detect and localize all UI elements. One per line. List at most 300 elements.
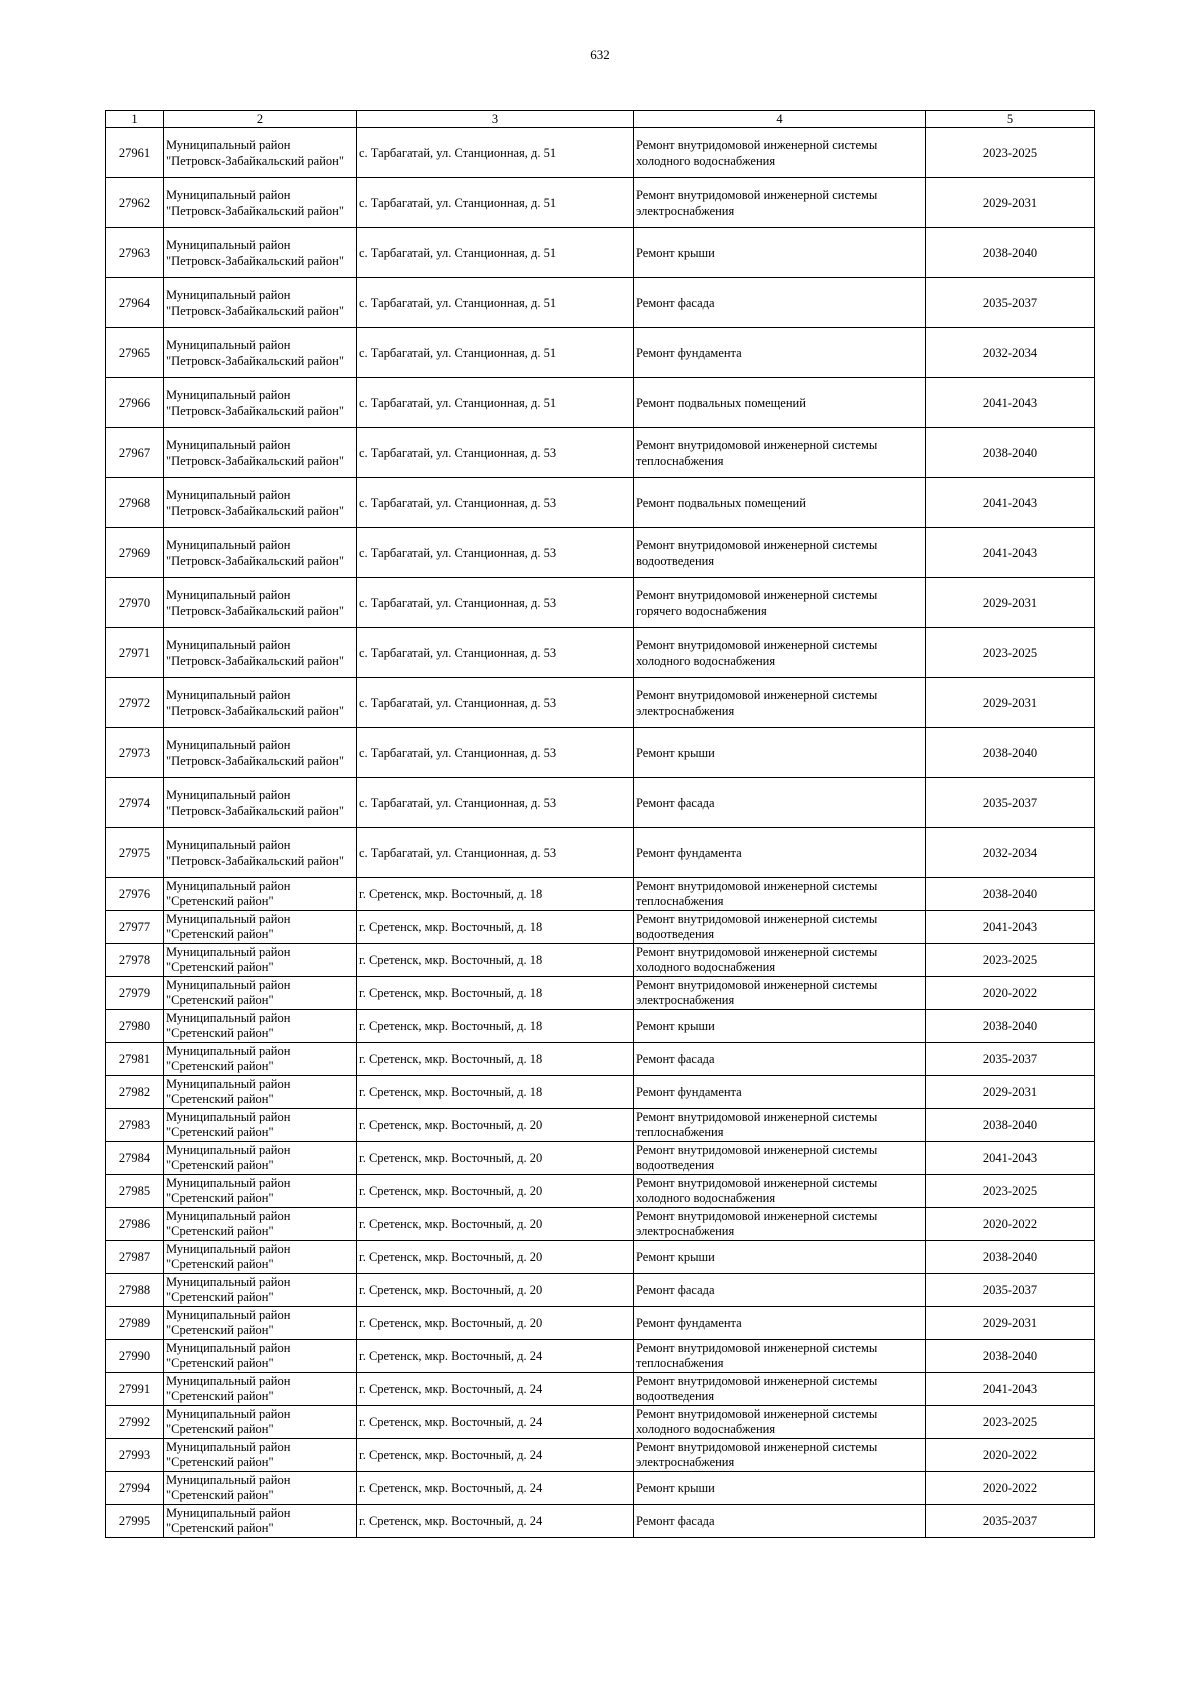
municipality-line: "Петровск-Забайкальский район" [166,153,344,168]
cell-period: 2029-2031 [926,578,1095,628]
cell-work-type [634,1142,926,1175]
table-row [106,778,1095,828]
cell-address: с. Тарбагатай, ул. Станционная, д. 53 [357,628,634,678]
cell-work-type [634,128,926,178]
cell-period: 2038-2040 [926,728,1095,778]
cell-number: 27971 [106,628,164,678]
table-row [106,1274,1095,1307]
cell-period: 2020-2022 [926,1208,1095,1241]
work-type-line: электроснабжения [636,1455,735,1469]
table-row [106,1010,1095,1043]
municipality-line: "Петровск-Забайкальский район" [166,653,344,668]
cell-address: с. Тарбагатай, ул. Станционная, д. 51 [357,278,634,328]
cell-number: 27966 [106,378,164,428]
page-number: 632 [590,47,610,62]
table-row [106,278,1095,328]
cell-period: 2041-2043 [926,378,1095,428]
municipality-line: Муниципальный район [166,912,291,926]
cell-period: 2029-2031 [926,1307,1095,1340]
cell-number: 27961 [106,128,164,178]
cell-period: 2020-2022 [926,1439,1095,1472]
cell-work-type [634,977,926,1010]
work-type-line: Ремонт внутридомовой инженерной системы [636,978,878,992]
table-row [106,1241,1095,1274]
municipality-line: "Сретенский район" [166,1224,274,1238]
work-type-line: Ремонт внутридомовой инженерной системы [636,1407,878,1421]
cell-municipality [164,828,357,878]
table-row [106,1439,1095,1472]
cell-work-type [634,528,926,578]
work-type-line: холодного водоснабжения [636,960,776,974]
cell-number: 27973 [106,728,164,778]
header-row [106,111,1095,128]
municipality-line: "Сретенский район" [166,927,274,941]
municipality-line: Муниципальный район [166,1176,291,1190]
municipality-line: Муниципальный район [166,978,291,992]
table-row [106,944,1095,977]
cell-address: г. Сретенск, мкр. Восточный, д. 18 [357,977,634,1010]
municipality-line: Муниципальный район [166,1242,291,1256]
cell-number: 27989 [106,1307,164,1340]
cell-period: 2029-2031 [926,178,1095,228]
municipality-line: Муниципальный район [166,1044,291,1058]
work-type-line: Ремонт внутридомовой инженерной системы [636,587,878,602]
cell-municipality [164,178,357,228]
cell-period: 2035-2037 [926,1043,1095,1076]
column-header-5: 5 [926,111,1095,128]
municipality-line: "Сретенский район" [166,1488,274,1502]
cell-number: 27979 [106,977,164,1010]
work-type-line: Ремонт фасада [636,1513,715,1528]
cell-number: 27974 [106,778,164,828]
table-row [106,1076,1095,1109]
cell-address: с. Тарбагатай, ул. Станционная, д. 53 [357,678,634,728]
cell-work-type [634,1043,926,1076]
municipality-line: "Сретенский район" [166,1356,274,1370]
cell-municipality [164,278,357,328]
municipality-line: "Сретенский район" [166,1455,274,1469]
cell-number: 27978 [106,944,164,977]
cell-period: 2038-2040 [926,878,1095,911]
cell-period: 2038-2040 [926,1010,1095,1043]
work-type-line: Ремонт внутридомовой инженерной системы [636,912,878,926]
work-type-line: Ремонт внутридомовой инженерной системы [636,187,878,202]
table-row [106,828,1095,878]
municipality-line: Муниципальный район [166,1374,291,1388]
work-type-line: Ремонт внутридомовой инженерной системы [636,137,878,152]
cell-municipality [164,944,357,977]
cell-work-type [634,428,926,478]
cell-number: 27970 [106,578,164,628]
cell-address: г. Сретенск, мкр. Восточный, д. 24 [357,1373,634,1406]
municipality-line: "Сретенский район" [166,1092,274,1106]
table-header [106,111,1095,128]
cell-number: 27993 [106,1439,164,1472]
municipality-line: Муниципальный район [166,1341,291,1355]
cell-work-type [634,1109,926,1142]
cell-address: с. Тарбагатай, ул. Станционная, д. 53 [357,828,634,878]
cell-address: г. Сретенск, мкр. Восточный, д. 18 [357,944,634,977]
cell-address: г. Сретенск, мкр. Восточный, д. 20 [357,1175,634,1208]
cell-municipality [164,728,357,778]
work-type-line: теплоснабжения [636,1125,724,1139]
cell-municipality [164,1208,357,1241]
municipality-line: Муниципальный район [166,537,291,552]
cell-work-type [634,328,926,378]
work-type-line: водоотведения [636,927,715,941]
work-type-line: Ремонт внутридомовой инженерной системы [636,1209,878,1223]
table-row [106,478,1095,528]
municipality-line: Муниципальный район [166,287,291,302]
cell-period: 2038-2040 [926,428,1095,478]
municipality-line: Муниципальный район [166,137,291,152]
work-type-line: Ремонт внутридомовой инженерной системы [636,537,878,552]
cell-number: 27963 [106,228,164,278]
work-type-line: Ремонт крыши [636,1018,715,1033]
municipality-line: Муниципальный район [166,837,291,852]
municipality-line: "Сретенский район" [166,960,274,974]
cell-work-type [634,828,926,878]
work-type-line: Ремонт внутридомовой инженерной системы [636,1143,878,1157]
cell-municipality [164,1076,357,1109]
cell-address: г. Сретенск, мкр. Восточный, д. 20 [357,1208,634,1241]
work-type-line: Ремонт фасада [636,795,715,810]
work-type-line: Ремонт подвальных помещений [636,495,806,510]
cell-municipality [164,228,357,278]
cell-period: 2038-2040 [926,1340,1095,1373]
cell-period: 2029-2031 [926,678,1095,728]
cell-work-type [634,628,926,678]
table-row [106,378,1095,428]
cell-work-type [634,944,926,977]
cell-period: 2023-2025 [926,944,1095,977]
table-row [106,1373,1095,1406]
work-type-line: Ремонт внутридомовой инженерной системы [636,1374,878,1388]
work-type-line: Ремонт фундамента [636,345,742,360]
work-type-line: Ремонт внутридомовой инженерной системы [636,437,878,452]
cell-address: г. Сретенск, мкр. Восточный, д. 24 [357,1340,634,1373]
cell-work-type [634,1406,926,1439]
cell-period: 2038-2040 [926,1241,1095,1274]
municipality-line: "Петровск-Забайкальский район" [166,503,344,518]
work-type-line: Ремонт внутридомовой инженерной системы [636,945,878,959]
municipality-line: Муниципальный район [166,1143,291,1157]
cell-period: 2038-2040 [926,228,1095,278]
work-type-line: теплоснабжения [636,894,724,908]
cell-work-type [634,1241,926,1274]
cell-address: с. Тарбагатай, ул. Станционная, д. 51 [357,228,634,278]
work-type-line: Ремонт фундамента [636,1315,742,1330]
municipality-line: Муниципальный район [166,237,291,252]
cell-work-type [634,1505,926,1538]
municipality-line: Муниципальный район [166,737,291,752]
table-row [106,1505,1095,1538]
work-type-line: Ремонт крыши [636,245,715,260]
cell-address: с. Тарбагатай, ул. Станционная, д. 51 [357,128,634,178]
cell-period: 2023-2025 [926,628,1095,678]
municipality-line: Муниципальный район [166,337,291,352]
municipality-line: Муниципальный район [166,1110,291,1124]
cell-municipality [164,878,357,911]
table-row [106,1307,1095,1340]
cell-number: 27967 [106,428,164,478]
cell-municipality [164,1340,357,1373]
cell-municipality [164,911,357,944]
cell-address: г. Сретенск, мкр. Восточный, д. 24 [357,1505,634,1538]
municipality-line: Муниципальный район [166,1209,291,1223]
cell-number: 27985 [106,1175,164,1208]
work-type-line: Ремонт внутридомовой инженерной системы [636,1341,878,1355]
table-row [106,228,1095,278]
cell-number: 27983 [106,1109,164,1142]
column-header-3: 3 [357,111,634,128]
cell-address: г. Сретенск, мкр. Восточный, д. 20 [357,1274,634,1307]
work-type-line: Ремонт внутридомовой инженерной системы [636,687,878,702]
cell-work-type [634,178,926,228]
work-type-line: Ремонт внутридомовой инженерной системы [636,1110,878,1124]
table-row [106,128,1095,178]
work-type-line: Ремонт крыши [636,1480,715,1495]
cell-address: г. Сретенск, мкр. Восточный, д. 20 [357,1142,634,1175]
cell-municipality [164,628,357,678]
table-row [106,1406,1095,1439]
cell-work-type [634,678,926,728]
municipality-line: Муниципальный район [166,487,291,502]
cell-number: 27976 [106,878,164,911]
cell-period: 2020-2022 [926,1472,1095,1505]
municipality-line: Муниципальный район [166,1275,291,1289]
cell-address: с. Тарбагатай, ул. Станционная, д. 53 [357,778,634,828]
cell-municipality [164,378,357,428]
cell-number: 27995 [106,1505,164,1538]
work-type-line: Ремонт внутридомовой инженерной системы [636,1176,878,1190]
municipality-line: Муниципальный район [166,637,291,652]
work-type-line: электроснабжения [636,993,735,1007]
municipality-line: "Сретенский район" [166,1323,274,1337]
work-type-line: Ремонт фасада [636,1282,715,1297]
cell-period: 2035-2037 [926,1274,1095,1307]
cell-work-type [634,1175,926,1208]
municipality-line: "Сретенский район" [166,993,274,1007]
cell-address: г. Сретенск, мкр. Восточный, д. 24 [357,1439,634,1472]
municipality-line: Муниципальный район [166,787,291,802]
cell-municipality [164,1373,357,1406]
work-type-line: Ремонт фундамента [636,845,742,860]
cell-number: 27986 [106,1208,164,1241]
cell-period: 2020-2022 [926,977,1095,1010]
cell-number: 27965 [106,328,164,378]
cell-work-type [634,1439,926,1472]
cell-address: с. Тарбагатай, ул. Станционная, д. 53 [357,578,634,628]
municipality-line: Муниципальный район [166,1308,291,1322]
municipality-line: "Сретенский район" [166,1257,274,1271]
cell-work-type [634,1340,926,1373]
work-type-line: холодного водоснабжения [636,653,776,668]
cell-work-type [634,778,926,828]
table-row [106,628,1095,678]
municipality-line: "Сретенский район" [166,1059,274,1073]
cell-period: 2041-2043 [926,1142,1095,1175]
cell-municipality [164,1307,357,1340]
cell-work-type [634,911,926,944]
cell-municipality [164,1175,357,1208]
table-row [106,1340,1095,1373]
cell-period: 2041-2043 [926,1373,1095,1406]
cell-work-type [634,1274,926,1307]
work-type-line: теплоснабжения [636,453,724,468]
work-type-line: Ремонт фасада [636,1051,715,1066]
municipality-line: Муниципальный район [166,1407,291,1421]
municipality-line: "Сретенский район" [166,1422,274,1436]
municipality-line: Муниципальный район [166,1506,291,1520]
cell-address: г. Сретенск, мкр. Восточный, д. 18 [357,1010,634,1043]
municipality-line: "Петровск-Забайкальский район" [166,353,344,368]
cell-number: 27984 [106,1142,164,1175]
cell-work-type [634,1076,926,1109]
municipality-line: "Петровск-Забайкальский район" [166,603,344,618]
work-type-line: Ремонт внутридомовой инженерной системы [636,879,878,893]
work-type-line: электроснабжения [636,203,735,218]
cell-number: 27991 [106,1373,164,1406]
table-row [106,1142,1095,1175]
municipality-line: "Петровск-Забайкальский район" [166,453,344,468]
cell-period: 2038-2040 [926,1109,1095,1142]
cell-number: 27994 [106,1472,164,1505]
municipality-line: Муниципальный район [166,387,291,402]
cell-number: 27969 [106,528,164,578]
cell-work-type [634,478,926,528]
table-row [106,1175,1095,1208]
work-type-line: холодного водоснабжения [636,1422,776,1436]
cell-number: 27987 [106,1241,164,1274]
municipality-line: "Петровск-Забайкальский район" [166,253,344,268]
work-type-line: водоотведения [636,1389,715,1403]
cell-period: 2032-2034 [926,828,1095,878]
cell-municipality [164,1010,357,1043]
table-row [106,678,1095,728]
cell-municipality [164,977,357,1010]
cell-period: 2023-2025 [926,128,1095,178]
cell-period: 2032-2034 [926,328,1095,378]
cell-municipality [164,1142,357,1175]
table-row [106,977,1095,1010]
municipality-line: "Петровск-Забайкальский район" [166,753,344,768]
table-row [106,878,1095,911]
cell-number: 27988 [106,1274,164,1307]
cell-work-type [634,278,926,328]
work-type-line: Ремонт крыши [636,1249,715,1264]
cell-work-type [634,728,926,778]
table-row [106,328,1095,378]
municipality-line: Муниципальный район [166,879,291,893]
column-header-4: 4 [634,111,926,128]
municipality-line: Муниципальный район [166,687,291,702]
table-row [106,1472,1095,1505]
municipality-line: "Сретенский район" [166,1026,274,1040]
work-type-line: холодного водоснабжения [636,1191,776,1205]
cell-work-type [634,878,926,911]
municipality-line: "Петровск-Забайкальский район" [166,803,344,818]
cell-municipality [164,678,357,728]
cell-address: г. Сретенск, мкр. Восточный, д. 18 [357,878,634,911]
table-row [106,428,1095,478]
table-row [106,911,1095,944]
cell-number: 27992 [106,1406,164,1439]
cell-address: с. Тарбагатай, ул. Станционная, д. 53 [357,478,634,528]
cell-number: 27964 [106,278,164,328]
municipality-line: "Сретенский район" [166,1125,274,1139]
municipality-line: "Сретенский район" [166,1191,274,1205]
work-type-line: Ремонт фундамента [636,1084,742,1099]
work-type-line: холодного водоснабжения [636,153,776,168]
cell-municipality [164,428,357,478]
cell-municipality [164,1043,357,1076]
municipality-line: "Сретенский район" [166,1290,274,1304]
cell-municipality [164,528,357,578]
work-type-line: теплоснабжения [636,1356,724,1370]
cell-municipality [164,1439,357,1472]
cell-address: г. Сретенск, мкр. Восточный, д. 24 [357,1406,634,1439]
cell-number: 27980 [106,1010,164,1043]
municipality-line: Муниципальный район [166,187,291,202]
municipality-line: "Петровск-Забайкальский район" [166,203,344,218]
cell-period: 2023-2025 [926,1406,1095,1439]
registry-table [105,110,1095,1538]
cell-address: г. Сретенск, мкр. Восточный, д. 24 [357,1472,634,1505]
table-row [106,728,1095,778]
cell-address: г. Сретенск, мкр. Восточный, д. 20 [357,1307,634,1340]
cell-address: г. Сретенск, мкр. Восточный, д. 20 [357,1241,634,1274]
table-row [106,528,1095,578]
cell-number: 27990 [106,1340,164,1373]
cell-work-type [634,1208,926,1241]
cell-municipality [164,1241,357,1274]
cell-municipality [164,1406,357,1439]
cell-period: 2035-2037 [926,778,1095,828]
municipality-line: "Сретенский район" [166,1158,274,1172]
cell-municipality [164,328,357,378]
cell-work-type [634,1307,926,1340]
cell-municipality [164,478,357,528]
cell-address: г. Сретенск, мкр. Восточный, д. 20 [357,1109,634,1142]
municipality-line: "Сретенский район" [166,894,274,908]
cell-municipality [164,578,357,628]
municipality-line: "Петровск-Забайкальский район" [166,703,344,718]
municipality-line: "Сретенский район" [166,1389,274,1403]
cell-municipality [164,1505,357,1538]
cell-address: с. Тарбагатай, ул. Станционная, д. 53 [357,528,634,578]
cell-period: 2041-2043 [926,478,1095,528]
work-type-line: Ремонт подвальных помещений [636,395,806,410]
column-header-1: 1 [106,111,164,128]
work-type-line: водоотведения [636,553,715,568]
cell-work-type [634,1010,926,1043]
cell-work-type [634,378,926,428]
cell-municipality [164,1109,357,1142]
cell-number: 27981 [106,1043,164,1076]
municipality-line: "Петровск-Забайкальский район" [166,553,344,568]
municipality-line: "Сретенский район" [166,1521,274,1535]
municipality-line: "Петровск-Забайкальский район" [166,853,344,868]
work-type-line: электроснабжения [636,703,735,718]
cell-period: 2041-2043 [926,528,1095,578]
cell-number: 27975 [106,828,164,878]
cell-period: 2035-2037 [926,278,1095,328]
municipality-line: Муниципальный район [166,1440,291,1454]
cell-municipality [164,778,357,828]
cell-number: 27968 [106,478,164,528]
cell-municipality [164,1472,357,1505]
